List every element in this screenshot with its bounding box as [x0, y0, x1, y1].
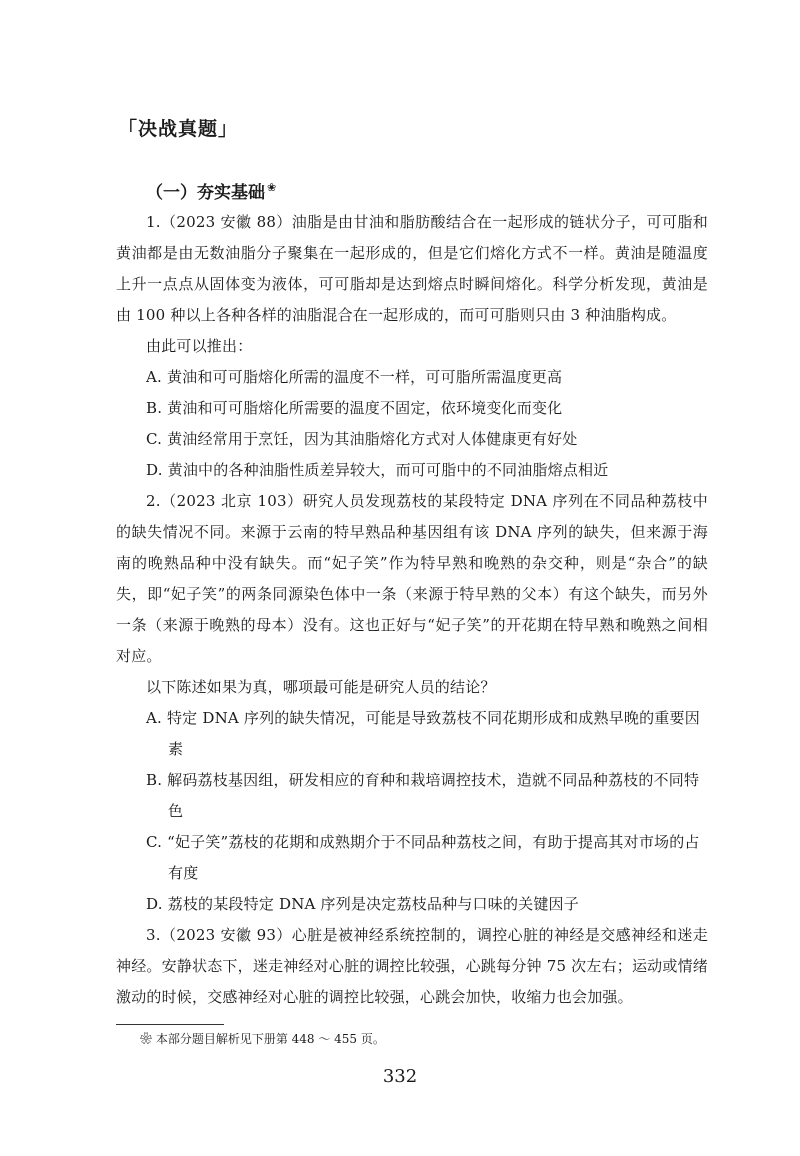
question-1-prompt: 由此可以推出： — [146, 337, 253, 355]
subsection-title-text: （一）夯实基础 — [146, 183, 265, 203]
question-2-stem: 2.（2023 北京 103）研究人员发现荔枝的某段特定 DNA 序列在不同品种荔枝中的缺失情况不同。来源于云南的特早熟品种基因组有该 DNA 序列的缺失，但来源于海南的晚熟品种中没有缺失。而“妃子笑”作为特早熟和晚熟的杂交种，则是“杂合”的缺失，即“妃子笑”的两条同源染色体中一条（来源于特早熟的父本）有这个缺失，而另外一条（来源于晚熟的母本）没有。这也正好与“妃子笑”的开花期在特早熟和晚熟之间相对应。 — [116, 492, 708, 665]
question-content — [116, 207, 708, 1013]
footnote-marker-icon: ❀ — [267, 181, 277, 195]
footnote-divider — [116, 1024, 224, 1025]
question-1-option-d: D. 黄油中的各种油脂性质差异较大，而可可脂中的不同油脂熔点相近 — [146, 461, 609, 479]
question-2-option-d: D. 荔枝的某段特定 DNA 序列是决定荔枝品种与口味的关键因子 — [146, 895, 579, 913]
question-1-option-a: A. 黄油和可可脂熔化所需的温度不一样，可可脂所需温度更高 — [146, 368, 563, 386]
question-1-stem: 1.（2023 安徽 88）油脂是由甘油和脂肪酸结合在一起形成的链状分子，可可脂和黄油都是由无数油脂分子聚集在一起形成的，但是它们熔化方式不一样。黄油是随温度上升一点点从固体变为液体，可可脂却是达到熔点时瞬间熔化。科学分析发现，黄油是由 100 种以上各种各样的油脂混合在一起形成的，而可可脂则只由 3 种油脂构成。 — [116, 213, 708, 324]
question-1-option-b: B. 黄油和可可脂熔化所需要的温度不固定，依环境变化而变化 — [146, 399, 563, 417]
question-1-option-c: C. 黄油经常用于烹饪，因为其油脂熔化方式对人体健康更有好处 — [146, 430, 578, 448]
question-2-option-a: A. 特定 DNA 序列的缺失情况，可能是导致荔枝不同花期形成和成熟早晚的重要因素 — [146, 709, 700, 758]
footnote: ❀ 本部分题目解析见下册第 448 ～ 455 页。 — [140, 1032, 385, 1046]
section-title: 「决战真题」 — [118, 118, 239, 140]
subsection-title — [146, 178, 276, 203]
question-2-option-b: B. 解码荔枝基因组，研发相应的育种和栽培调控技术，造就不同品种荔枝的不同特色 — [146, 771, 700, 820]
question-3-stem: 3.（2023 安徽 93）心脏是被神经系统控制的，调控心脏的神经是交感神经和迷走神经。安静状态下，迷走神经对心脏的调控比较强，心跳每分钟 75 次左右；运动或情绪激动的时候，交感神经对心脏的调控比较强，心跳会加快，收缩力也会加强。 — [116, 926, 708, 1006]
question-2-option-c: C. “妃子笑”荔枝的花期和成熟期介于不同品种荔枝之间，有助于提高其对市场的占有度 — [146, 833, 700, 882]
question-2-prompt: 以下陈述如果为真，哪项最可能是研究人员的结论？ — [146, 678, 496, 696]
page-number: 332 — [382, 1066, 418, 1087]
